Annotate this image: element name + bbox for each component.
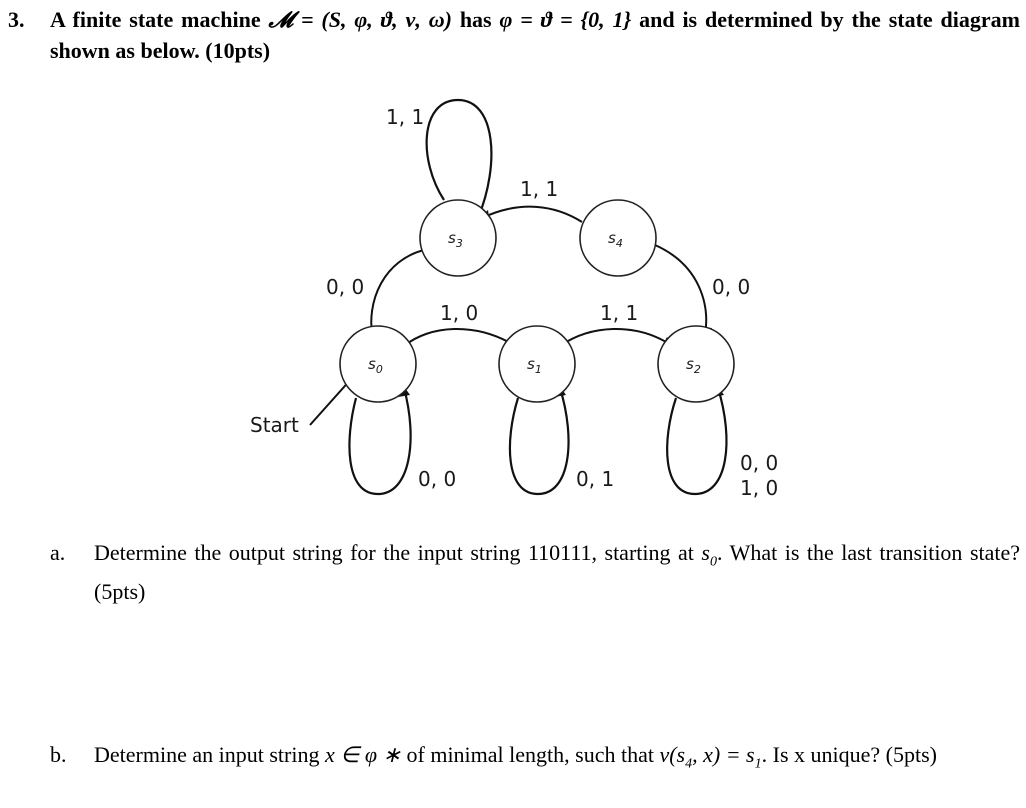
problem-intro: A finite state machine — [50, 7, 261, 32]
question-b-letter: b. — [50, 742, 67, 767]
label-s0-s1: 1, 0 — [440, 301, 479, 325]
svg-text:s4: $s_4$ — [608, 229, 623, 250]
state-s3 — [420, 200, 496, 276]
state-s2 — [658, 326, 734, 402]
question-a-text-2: . What is the last transition state? (5pts) — [94, 540, 1021, 605]
label-s1-loop: 0, 1 — [576, 467, 615, 491]
label-s4-s3: 1, 1 — [520, 177, 559, 201]
question-a-text-1: Determine the output string for the input string 110111, starting at — [94, 540, 694, 565]
edge-s4-s2 — [655, 245, 706, 335]
question-b-text-3: . Is x unique? (5pts) — [761, 742, 937, 767]
label-s2-loop-a: 0, 0 — [740, 451, 779, 475]
label-s2-loop-b: 1, 0 — [740, 476, 779, 500]
edge-s1-s2 — [560, 329, 671, 346]
problem-number: 3. — [8, 7, 25, 32]
label-s0-loop: 0, 0 — [418, 467, 457, 491]
svg-text:s2: $s_2$ — [686, 355, 701, 376]
start-label: Start — [250, 413, 299, 437]
state-s4 — [580, 200, 656, 276]
machine-tuple: 𝓜 = (S, φ, ϑ, ν, ω) — [268, 7, 452, 32]
label-s3-loop: 1, 1 — [386, 105, 425, 129]
question-a-letter: a. — [50, 540, 66, 565]
question-a-state: $s_0$ — [701, 540, 717, 570]
question-b-math-1: x ∈ φ ∗ — [324, 742, 401, 767]
loop-s2 — [667, 388, 726, 494]
label-s1-s2: 1, 1 — [600, 301, 639, 325]
svg-text:s3: $s_3$ — [448, 229, 463, 250]
svg-text:s0: $s_0$ — [368, 355, 383, 376]
question-b-math-2: $\nu(s_4$, $x) = s_1$ — [659, 742, 762, 772]
edge-s4-s3 — [482, 207, 582, 222]
question-b-text-2: of minimal length, such that — [406, 742, 654, 767]
question-a — [50, 538, 1020, 607]
loop-s0 — [349, 388, 410, 494]
question-b-text — [94, 740, 1020, 779]
state-s1 — [499, 326, 575, 402]
svg-text:s1: $s_1$ — [527, 355, 542, 376]
label-s3-s0: 0, 0 — [326, 275, 365, 299]
state-s0 — [340, 326, 416, 402]
problem-has: has — [459, 7, 492, 32]
question-b-text-1: Determine an input string — [94, 742, 320, 767]
loop-s1 — [510, 388, 569, 494]
question-b — [50, 740, 1020, 779]
edge-s0-s1 — [404, 329, 514, 346]
question-a-text — [94, 538, 1020, 607]
alphabet-definition: φ = ϑ = {0, 1} — [499, 7, 632, 32]
label-s4-s2: 0, 0 — [712, 275, 751, 299]
problem-rest: and is determined by the state diagram shown as below. (10pts) — [50, 7, 1020, 63]
